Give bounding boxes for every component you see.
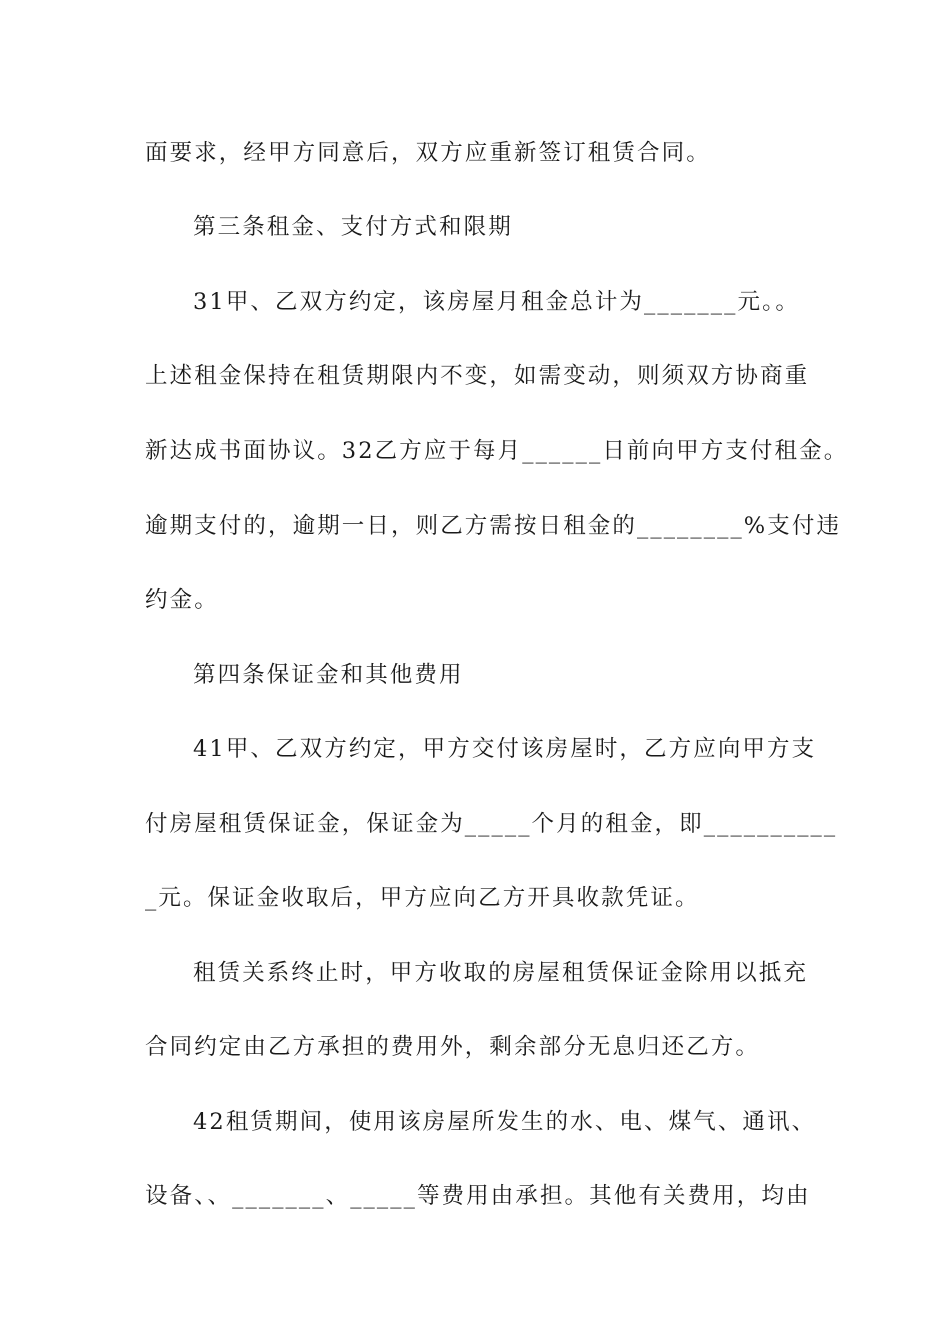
- paragraph-line: 42租赁期间，使用该房屋所发生的水、电、煤气、通讯、: [193, 1109, 817, 1135]
- paragraph-line: 约金。: [145, 587, 219, 613]
- paragraph-line: 合同约定由乙方承担的费用外，剩余部分无息归还乙方。: [145, 1034, 761, 1060]
- section-heading: 第三条租金、支付方式和限期: [193, 214, 513, 240]
- paragraph-line: 31甲、乙双方约定，该房屋月租金总计为_______元。。: [193, 289, 801, 315]
- paragraph-line: 面要求，经甲方同意后，双方应重新签订租赁合同。: [145, 140, 711, 166]
- paragraph-line: 逾期支付的，逾期一日，则乙方需按日租金的________%支付违: [145, 513, 842, 539]
- paragraph-line: _元。保证金收取后，甲方应向乙方开具收款凭证。: [145, 885, 700, 911]
- paragraph-line: 设备、、_______、_____等费用由承担。其他有关费用，均由: [145, 1183, 811, 1209]
- section-heading: 第四条保证金和其他费用: [193, 662, 464, 688]
- paragraph-line: 租赁关系终止时，甲方收取的房屋租赁保证金除用以抵充: [193, 960, 809, 986]
- paragraph-line: 上述租金保持在租赁期限内不变，如需变动，则须双方协商重: [145, 363, 810, 389]
- paragraph-line: 新达成书面协议。32乙方应于每月______日前向甲方支付租金。: [145, 438, 849, 464]
- paragraph-line: 41甲、乙双方约定，甲方交付该房屋时，乙方应向甲方支: [193, 736, 817, 762]
- paragraph-line: 付房屋租赁保证金，保证金为_____个月的租金，即__________: [145, 811, 838, 837]
